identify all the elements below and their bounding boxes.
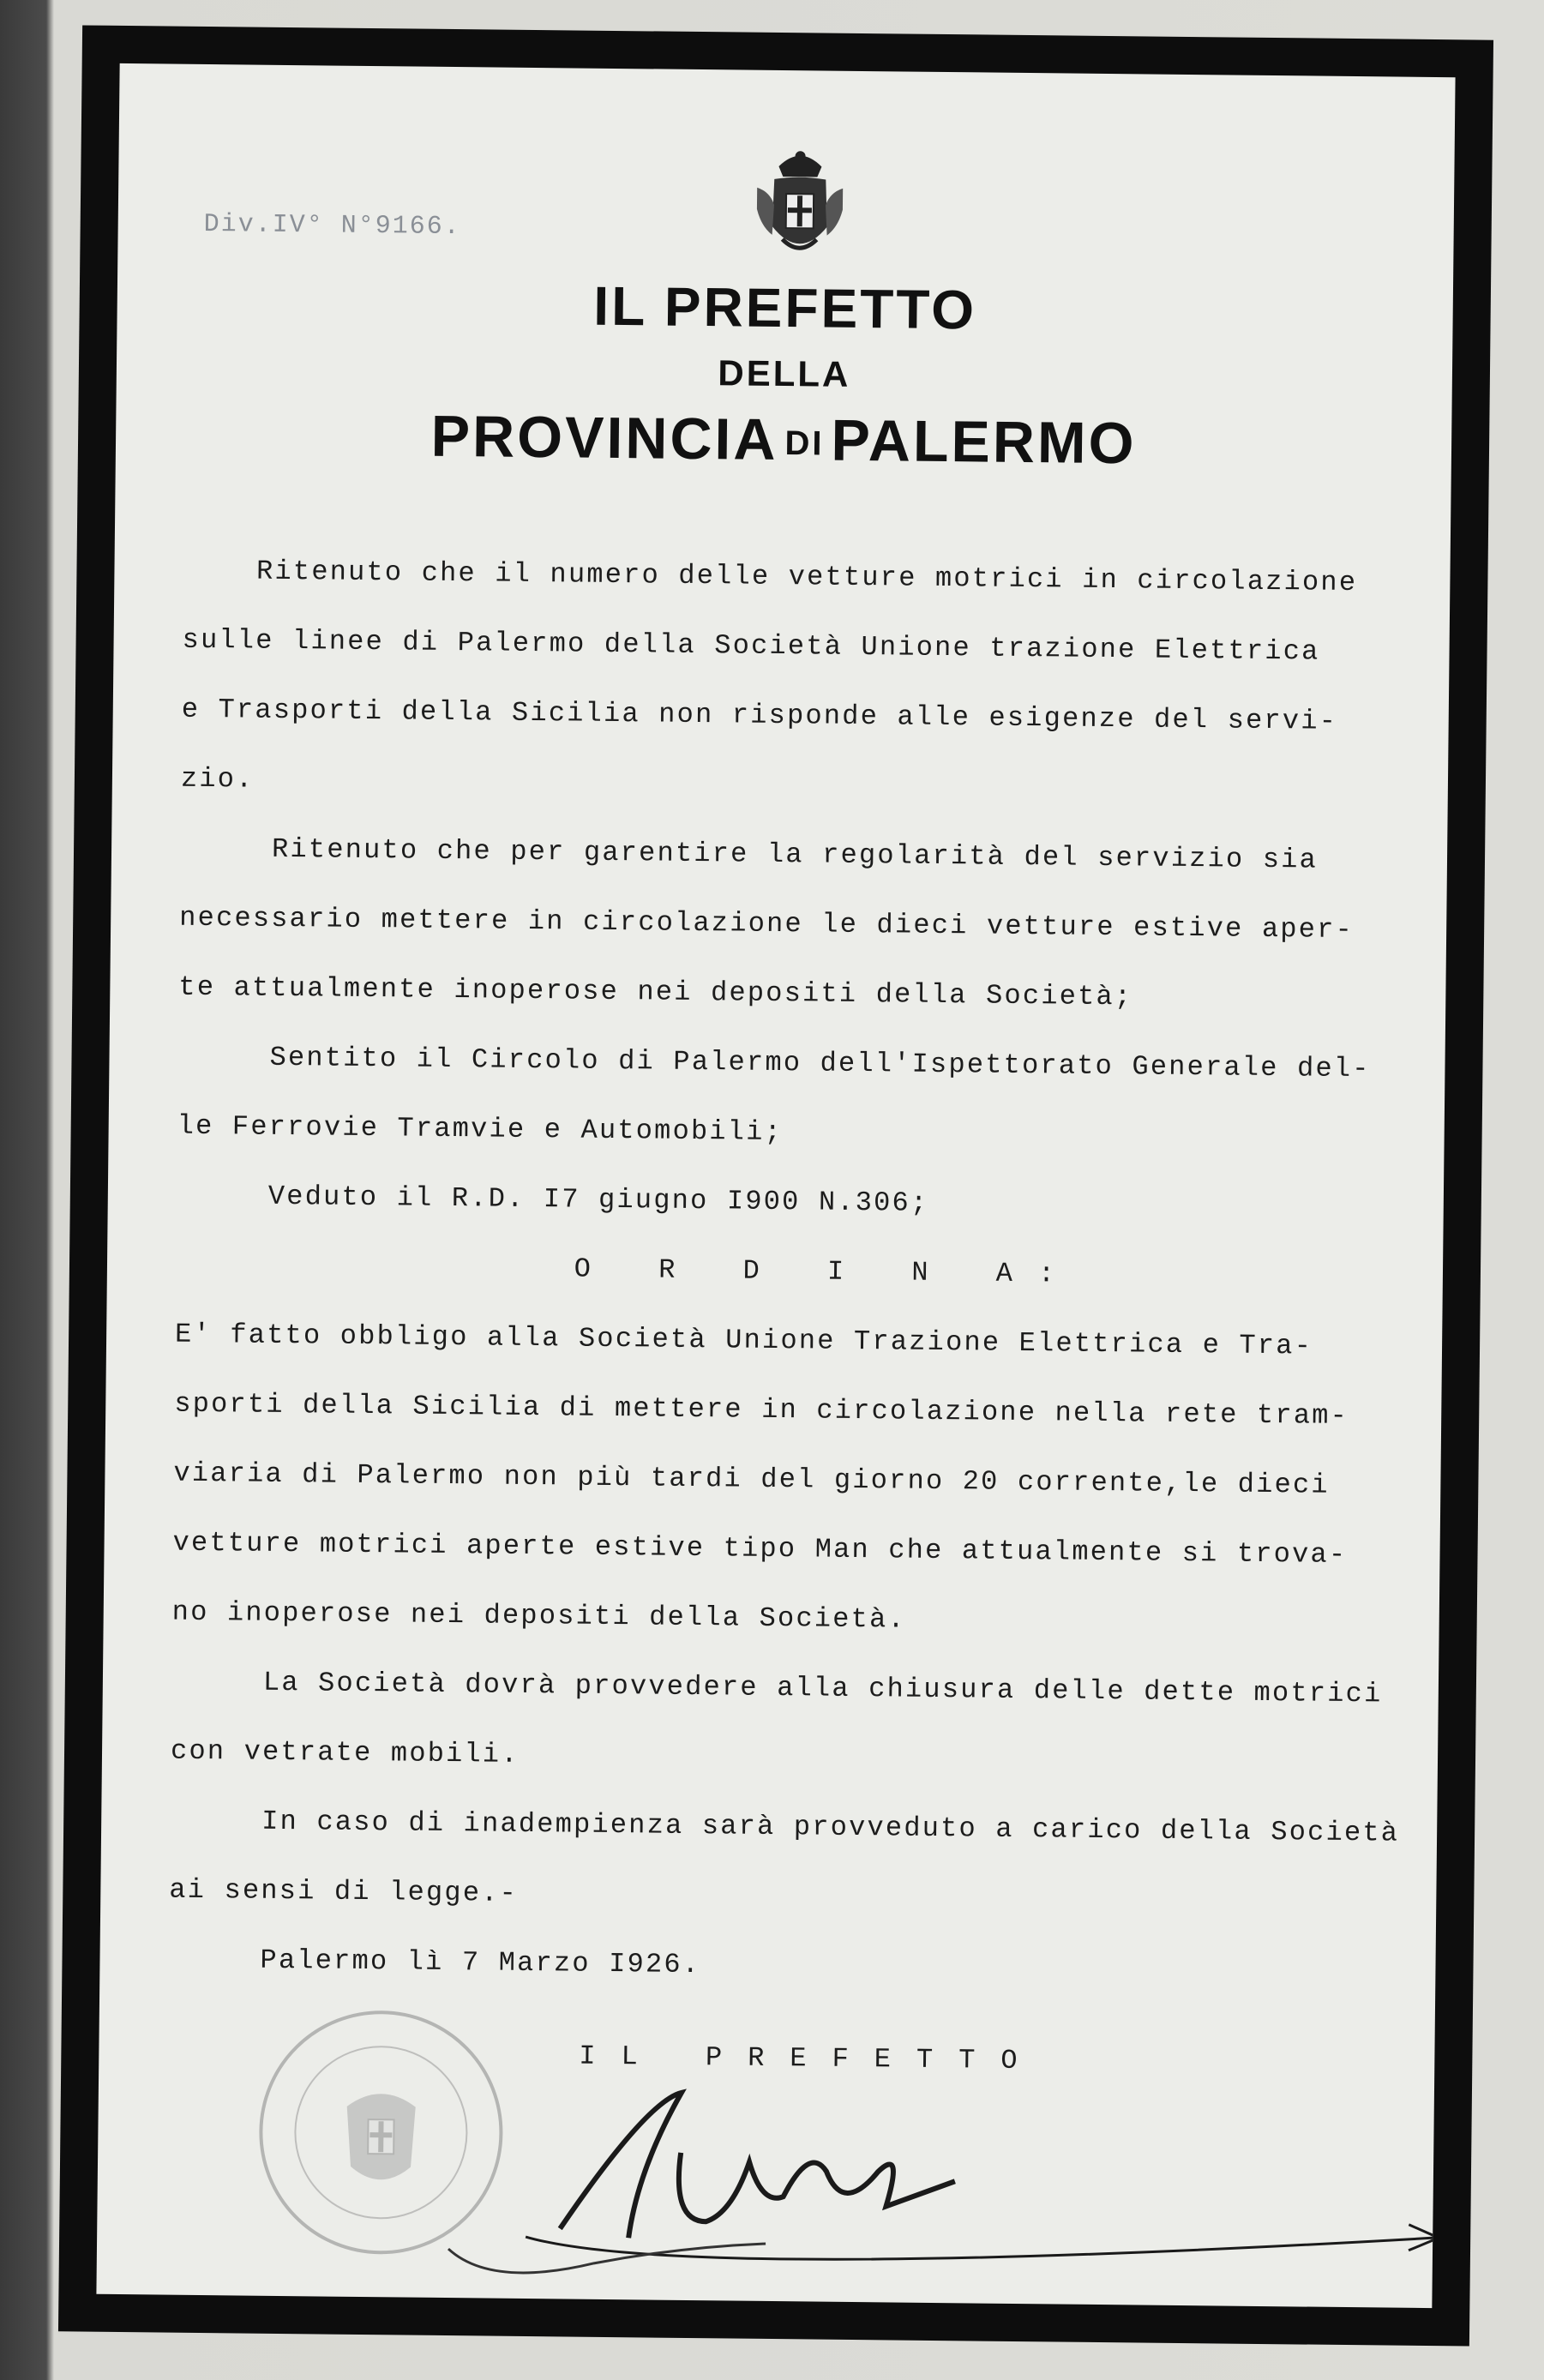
title-provincia <box>116 400 1452 480</box>
document-sheet <box>96 63 1455 2308</box>
title-di: DI <box>784 424 825 463</box>
ordinance-body <box>168 536 1455 2008</box>
text-line: e Trasporti della Sicilia non risponde alle esigenze del servi- <box>181 693 1338 737</box>
ordina-heading: O R D I N A: <box>574 1253 1081 1290</box>
royal-crest-icon <box>748 141 852 270</box>
title-il-prefetto: IL PREFETTO <box>593 274 977 341</box>
signature-title: IL PREFETTO <box>579 2040 1043 2077</box>
title-provincia-word: PROVINCIA <box>430 403 778 472</box>
text-line: necessario mettere in circolazione le dieci vetture estive aper- <box>179 901 1355 947</box>
reference-number: Div.IV° N°9166. <box>203 209 461 243</box>
text-line: Ritenuto che il numero delle vetture motrici in circolazione <box>183 554 1358 599</box>
text-line: In caso di inadempienza sarà provveduto a carico della Società <box>170 1804 1400 1849</box>
text-line: sulle linee di Palermo della Società Unione trazione Elettrica <box>182 623 1320 668</box>
text-line: con vetrate mobili. <box>170 1734 520 1770</box>
text-line: sporti della Sicilia di mettere in circolazione nella rete tram- <box>174 1387 1349 1433</box>
text-line: te attualmente inoperose nei depositi della Società; <box>178 971 1133 1013</box>
text-line: E' fatto obbligo alla Società Unione Trazione Elettrica e Tra- <box>174 1318 1313 1362</box>
text-line: Ritenuto che per garentire la regolarità del servizio sia <box>179 832 1319 876</box>
black-border-frame <box>58 25 1493 2346</box>
text-line: no inoperose nei depositi della Società. <box>171 1596 907 1636</box>
title-city: PALERMO <box>831 407 1137 477</box>
text-line: ai sensi di legge.- <box>169 1873 519 1909</box>
date-line: Palermo lì 7 Marzo I926. <box>168 1943 701 1981</box>
text-line: le Ferrovie Tramvie e Automobili; <box>177 1109 784 1149</box>
title-della: DELLA <box>718 352 851 394</box>
text-line: viaria di Palermo non più tardi del giorno 20 corrente,le dieci <box>173 1457 1330 1501</box>
text-line: vetture motrici aperte estive tipo Man che attualmente si trova- <box>172 1526 1348 1572</box>
text-line: La Società dovrà provvedere alla chiusura delle dette motrici <box>171 1665 1383 1710</box>
handwritten-signature <box>423 2064 1456 2299</box>
text-line: zio. <box>180 762 255 796</box>
text-line: Veduto il R.D. I7 giugno I900 N.306; <box>176 1179 929 1219</box>
text-line: Sentito il Circolo di Palermo dell'Ispettorato Generale del- <box>177 1040 1371 1085</box>
